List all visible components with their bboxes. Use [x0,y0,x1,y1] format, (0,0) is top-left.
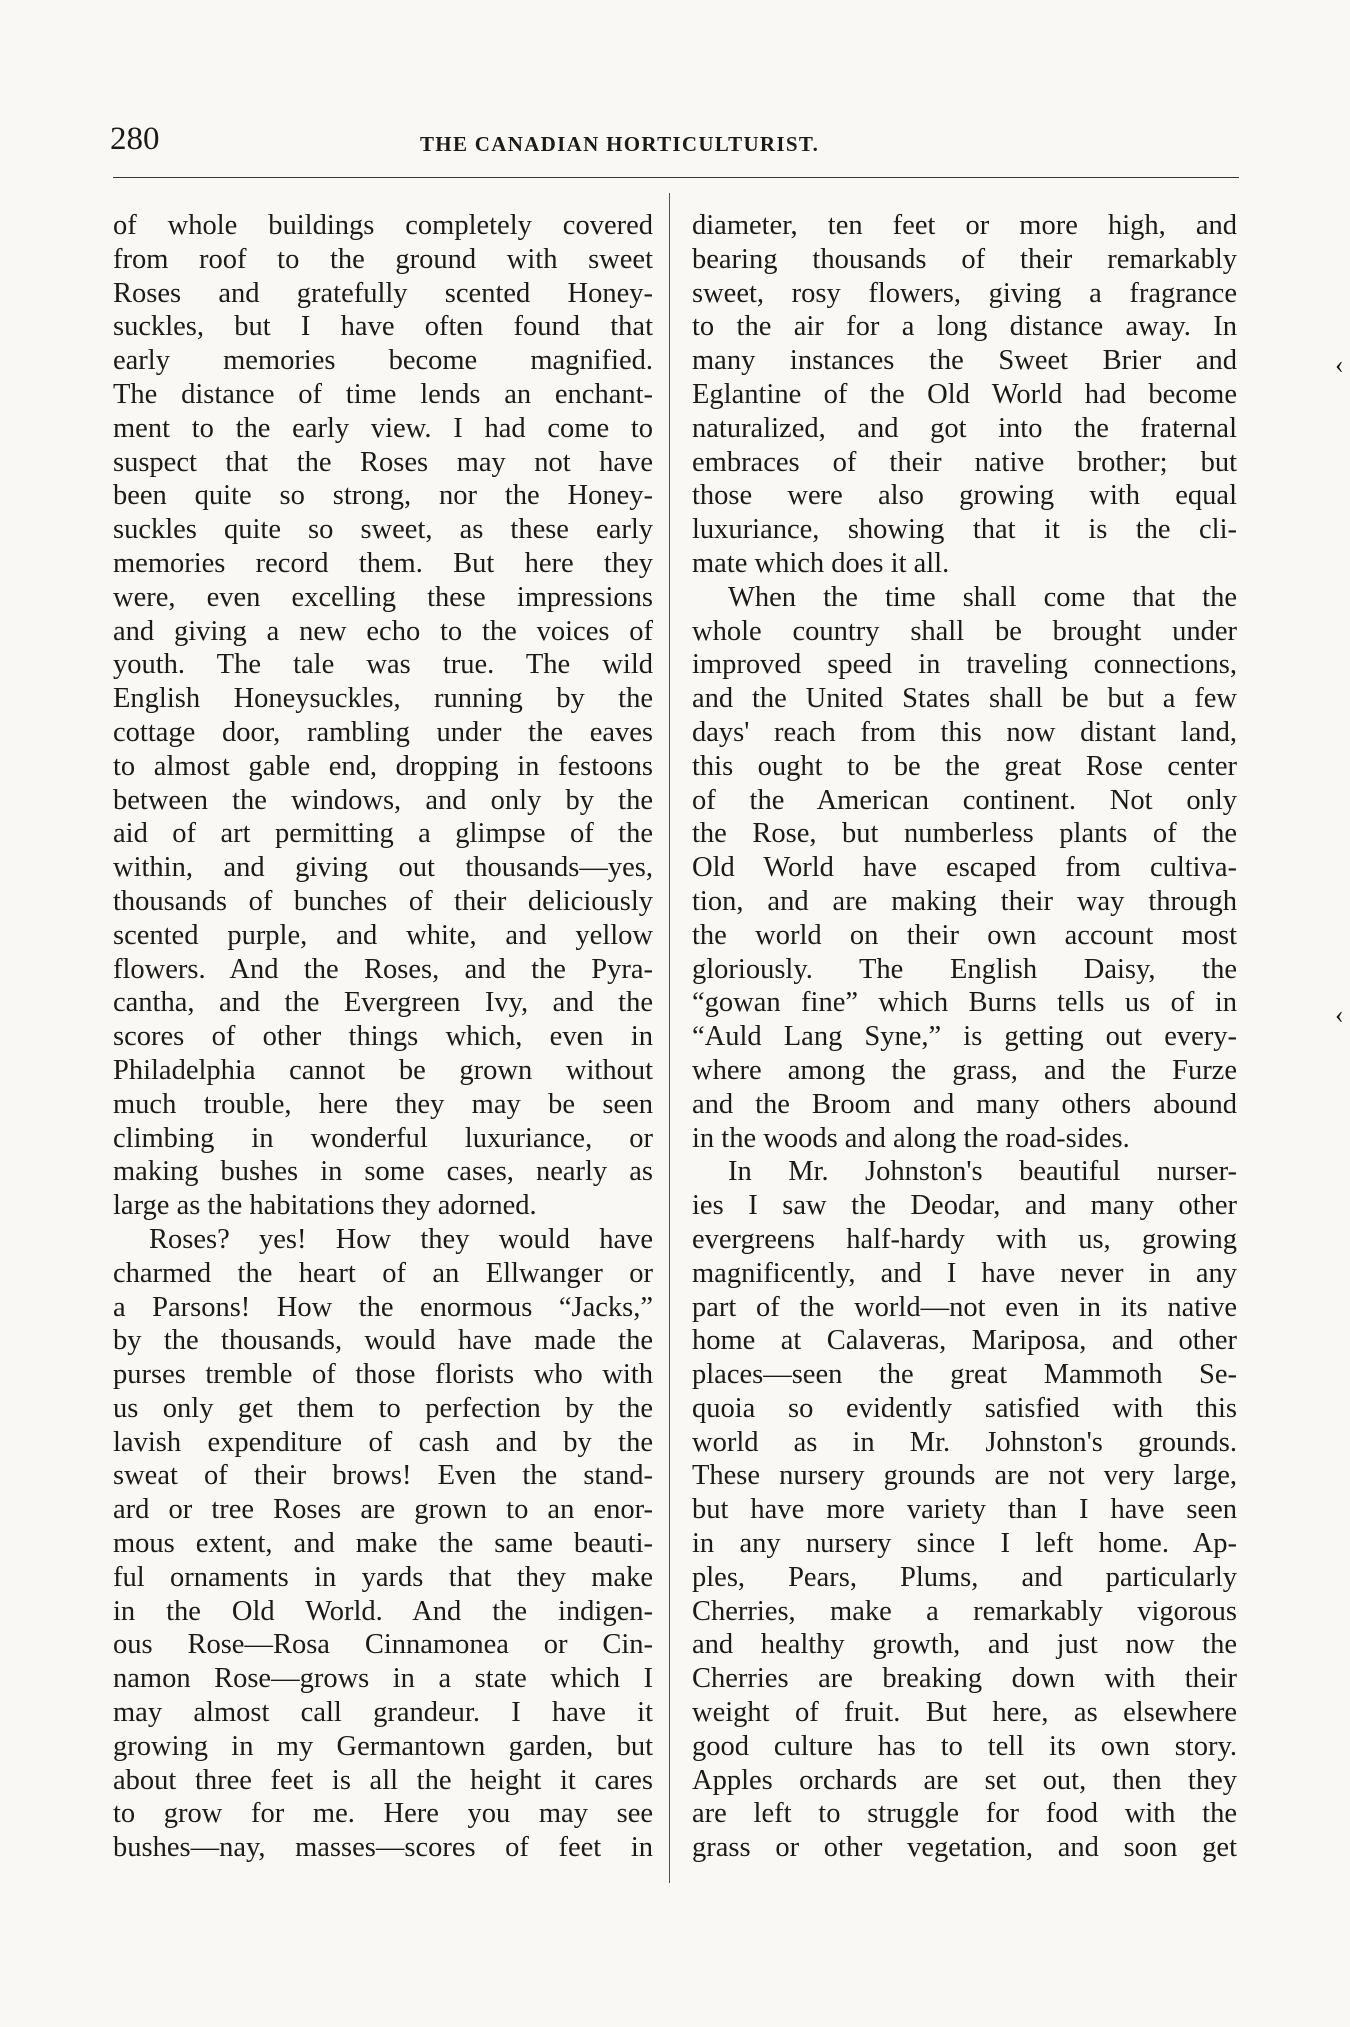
text-line: cottage door, rambling under the eaves [113,716,653,748]
text-line: whole country shall be brought under [692,615,1237,647]
text-line: those were also growing with equal [692,480,1237,512]
text-line: and healthy growth, and just now the [692,1629,1237,1661]
text-line: large as the habitations they adorned. [113,1190,537,1222]
margin-mark: ‹ [1335,1000,1344,1029]
text-line: where among the grass, and the Furze [692,1054,1237,1086]
text-line: naturalized, and got into the fraternal [692,412,1237,444]
text-line: grass or other vegetation, and soon get [692,1832,1237,1864]
text-line: bushes—nay, masses—scores of feet in [113,1832,653,1864]
text-line: improved speed in traveling connections, [692,649,1237,681]
text-line: days' reach from this now distant land, [692,716,1237,748]
text-line: by the thousands, would have made the [113,1325,653,1357]
text-line: charmed the heart of an Ellwanger or [113,1257,653,1289]
text-line: been quite so strong, nor the Honey- [113,480,653,512]
text-line: English Honeysuckles, running by the [113,683,653,715]
text-line: bearing thousands of their remarkably [692,243,1237,275]
left-column [113,209,653,1865]
text-line: to grow for me. Here you may see [113,1798,653,1830]
text-line: evergreens half-hardy with us, growing [692,1223,1237,1255]
text-line: are left to struggle for food with the [692,1798,1237,1830]
text-line: this ought to be the great Rose center [692,750,1237,782]
text-line: making bushes in some cases, nearly as [113,1156,653,1188]
text-line: purses tremble of those florists who with [113,1359,653,1391]
margin-mark: ‹ [1335,350,1344,379]
text-line: magnificently, and I have never in any [692,1257,1237,1289]
text-line: sweet, rosy flowers, giving a fragrance [692,277,1237,309]
text-line: part of the world—not even in its native [692,1291,1237,1323]
text-line: many instances the Sweet Brier and [692,345,1237,377]
text-line: mous extent, and make the same beauti- [113,1528,653,1560]
text-line: embraces of their native brother; but [692,446,1237,478]
text-line: world as in Mr. Johnston's grounds. [692,1426,1237,1458]
text-line: and the Broom and many others abound [692,1088,1237,1120]
text-line: sweat of their brows! Even the stand- [113,1460,653,1492]
text-line: suspect that the Roses may not have [113,446,653,478]
running-title: THE CANADIAN HORTICULTURIST. [420,132,820,156]
text-line: luxuriance, showing that it is the cli- [692,514,1237,546]
text-line: may almost call grandeur. I have it [113,1697,653,1729]
text-line: namon Rose—grows in a state which I [113,1663,653,1695]
text-line: about three feet is all the height it cares [113,1764,653,1796]
text-line: Cherries are breaking down with their [692,1663,1237,1695]
text-line: Eglantine of the Old World had become [692,378,1237,410]
text-line: early memories become magnified. [113,345,653,377]
text-line: Roses and gratefully scented Honey- [113,277,653,309]
text-line: Philadelphia cannot be grown without [113,1054,653,1086]
text-line: cantha, and the Evergreen Ivy, and the [113,987,653,1019]
text-line: places—seen the great Mammoth Se- [692,1359,1237,1391]
text-line: to the air for a long distance away. In [692,311,1237,343]
text-line: Roses? yes! How they would have [149,1223,653,1255]
text-line: ies I saw the Deodar, and many other [692,1190,1237,1222]
text-line: ous Rose—Rosa Cinnamonea or Cin- [113,1629,653,1661]
text-line: in any nursery since I left home. Ap- [692,1528,1237,1560]
text-line: but have more variety than I have seen [692,1494,1237,1526]
text-line: diameter, ten feet or more high, and [692,210,1237,241]
text-line: climbing in wonderful luxuriance, or [113,1122,653,1154]
text-line: were, even excelling these impressions [113,581,653,613]
text-line: lavish expenditure of cash and by the [113,1426,653,1458]
text-line: in the woods and along the road-sides. [692,1122,1130,1154]
text-line: and giving a new echo to the voices of [113,615,653,647]
text-line: Apples orchards are set out, then they [692,1764,1237,1796]
text-line: home at Calaveras, Mariposa, and other [692,1325,1237,1357]
text-line: Old World have escaped from cultiva- [692,852,1237,884]
text-line: When the time shall come that the [728,581,1237,613]
text-line: suckles, but I have often found that [113,311,653,343]
text-line: aid of art permitting a glimpse of the [113,818,653,850]
text-line: ples, Pears, Plums, and particularly [692,1561,1237,1593]
text-line: growing in my Germantown garden, but [113,1730,653,1762]
text-line: scented purple, and white, and yellow [113,919,653,951]
text-line: the world on their own account most [692,919,1237,951]
text-line: Cherries, make a remarkably vigorous [692,1595,1237,1627]
text-line: tion, and are making their way through [692,885,1237,917]
text-line: suckles quite so sweet, as these early [113,514,653,546]
right-column [692,209,1237,1865]
text-line: ment to the early view. I had come to [113,412,653,444]
text-line: “gowan fine” which Burns tells us of in [692,987,1237,1019]
text-line: a Parsons! How the enormous “Jacks,” [113,1291,653,1323]
column-rule [669,193,670,1883]
text-line: thousands of bunches of their deliciously [113,885,653,917]
text-line: ard or tree Roses are grown to an enor- [113,1494,653,1526]
text-line: from roof to the ground with sweet [113,243,653,275]
text-line: memories record them. But here they [113,547,653,579]
text-line: between the windows, and only by the [113,784,653,816]
text-line: mate which does it all. [692,547,950,579]
text-line: and the United States shall be but a few [692,683,1237,715]
text-line: gloriously. The English Daisy, the [692,953,1237,985]
text-line: within, and giving out thousands—yes, [113,852,653,884]
text-line: These nursery grounds are not very large, [692,1460,1237,1492]
text-line: flowers. And the Roses, and the Pyra- [113,953,653,985]
page-number: 280 [110,121,160,157]
text-line: youth. The tale was true. The wild [113,649,653,681]
text-line: ful ornaments in yards that they make [113,1561,653,1593]
text-line: us only get them to perfection by the [113,1392,653,1424]
text-line: In Mr. Johnston's beautiful nurser- [728,1156,1237,1188]
text-line: “Auld Lang Syne,” is getting out every- [692,1021,1237,1053]
text-line: the Rose, but numberless plants of the [692,818,1237,850]
text-line: quoia so evidently satisfied with this [692,1392,1237,1424]
header-rule [113,177,1239,178]
text-line: of whole buildings completely covered [113,210,653,241]
text-line: to almost gable end, dropping in festoons [113,750,653,782]
text-line: weight of fruit. But here, as elsewhere [692,1697,1237,1729]
text-line: much trouble, here they may be seen [113,1088,653,1120]
text-line: of the American continent. Not only [692,784,1237,816]
text-line: in the Old World. And the indigen- [113,1595,653,1627]
text-line: scores of other things which, even in [113,1021,653,1053]
text-line: The distance of time lends an enchant- [113,378,653,410]
text-line: good culture has to tell its own story. [692,1730,1237,1762]
